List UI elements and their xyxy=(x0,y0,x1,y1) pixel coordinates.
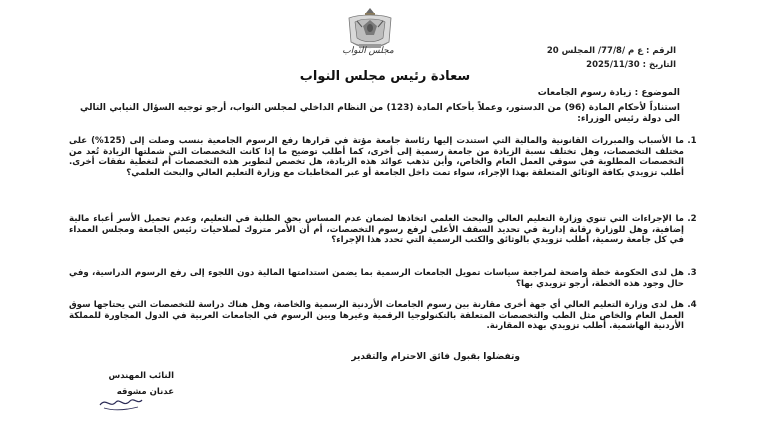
question-number: 3. xyxy=(687,268,697,278)
question-item xyxy=(69,300,697,332)
reference-line xyxy=(547,46,676,56)
question-number: 4. xyxy=(687,300,697,310)
question-text: هل لدى وزارة التعليم العالي أي جهة أخرى مقارنة بين رسوم الجامعات الأردنية الرسمية والخاصة، وهل هناك دراسة للتخصصات التي يحتاجها سوق العمل العام والخاص مثل الطب والتخصصات المتعلقة بالتكنولوجيا الرقمية وغيرها وبين الرسوم في الجامعات العربية في الدول المجاورة للمملكة الأردنية الهاشمية. أطلب تزويدي بهذه المقارنة. xyxy=(69,300,684,331)
date-value: 2025/11/30 xyxy=(586,60,640,70)
question-text: ما الأسباب والمبررات القانونية والمالية التي استندت إليها رئاسة جامعة مؤتة في قرارها رفع الرسوم الجامعية بنسب وصلت إلى (125%) على مختلف التخصصات، وهل تختلف نسبة الزيادة من جامعة رسمية إلى أخرى، كما أطلب توضيح ما إذا كانت التخصصات التي شملتها الزيادة تُعد من التخصصات المطلوبة في سوقي العمل العام والخاص، وأين تذهب عوائد هذه الزيادة، هل تخصص لتطوير هذه التخصصات أم لتغطية نفقات أخرى. أطلب تزويدي بكافة الوثائق المتعلقة بهذا الإجراء، سواء تمت داخل الجامعة أو عبر المخاطبات مع وزارة التعليم العالي والبحث العلمي؟ xyxy=(69,136,684,178)
question-text: هل لدى الحكومة خطة واضحة لمراجعة سياسات تمويل الجامعات الرسمية بما يضمن استدامتها المالية دون اللجوء إلى رفع الرسوم الدراسية، وفي حال وجود هذه الخطة، أرجو تزويدي بها؟ xyxy=(69,268,684,289)
signatory-title: النائب المهندس xyxy=(108,371,174,381)
intro-paragraph: استناداً لأحكام المادة (96) من الدستور، وعملاً بأحكام المادة (123) من النظام الداخلي لمجلس النواب، أرجو توجيه السؤال النيابي التالي الى دولة رئيس الوزراء: xyxy=(80,103,680,124)
date-label: التاريخ : xyxy=(642,60,676,70)
signatory-name: عدنان مشوقه xyxy=(116,387,174,397)
assembly-signature-label: مجلس النواب xyxy=(342,46,394,56)
handwritten-signature xyxy=(96,393,144,413)
question-text: ما الإجراءات التي تنوي وزارة التعليم العالي والبحث العلمي اتخاذها لضمان عدم المساس بحق الطلبة في التعليم، وعدم تحميل الأسر أعباء مالية إضافية، وهل للوزارة رقابة إدارية في تحديد السقف الأعلى لرفع رسوم التخصصات، أم أن الأمر متروك لصلاحيات رئيس الجامعة ومجلس العمداء في كل جامعة رسمية، أطلب تزويدي بالوثائق والكتب الرسمية التي تحدد هذا الإجراء؟ xyxy=(69,214,684,245)
addressee-heading: سعادة رئيس مجلس النواب xyxy=(299,69,471,84)
question-item xyxy=(69,136,697,178)
closing-line: وتفضلوا بقبول فائق الاحترام والتقدير xyxy=(351,352,520,362)
question-number: 2. xyxy=(687,214,697,224)
question-item xyxy=(69,214,697,246)
question-number: 1. xyxy=(687,136,697,146)
reference-value: ع م /77/8/ المجلس 20 xyxy=(546,46,644,56)
subject-line: الموضوع : زيادة رسوم الجامعات xyxy=(537,88,680,98)
reference-label: الرقم : xyxy=(646,46,676,56)
question-item xyxy=(69,268,697,289)
